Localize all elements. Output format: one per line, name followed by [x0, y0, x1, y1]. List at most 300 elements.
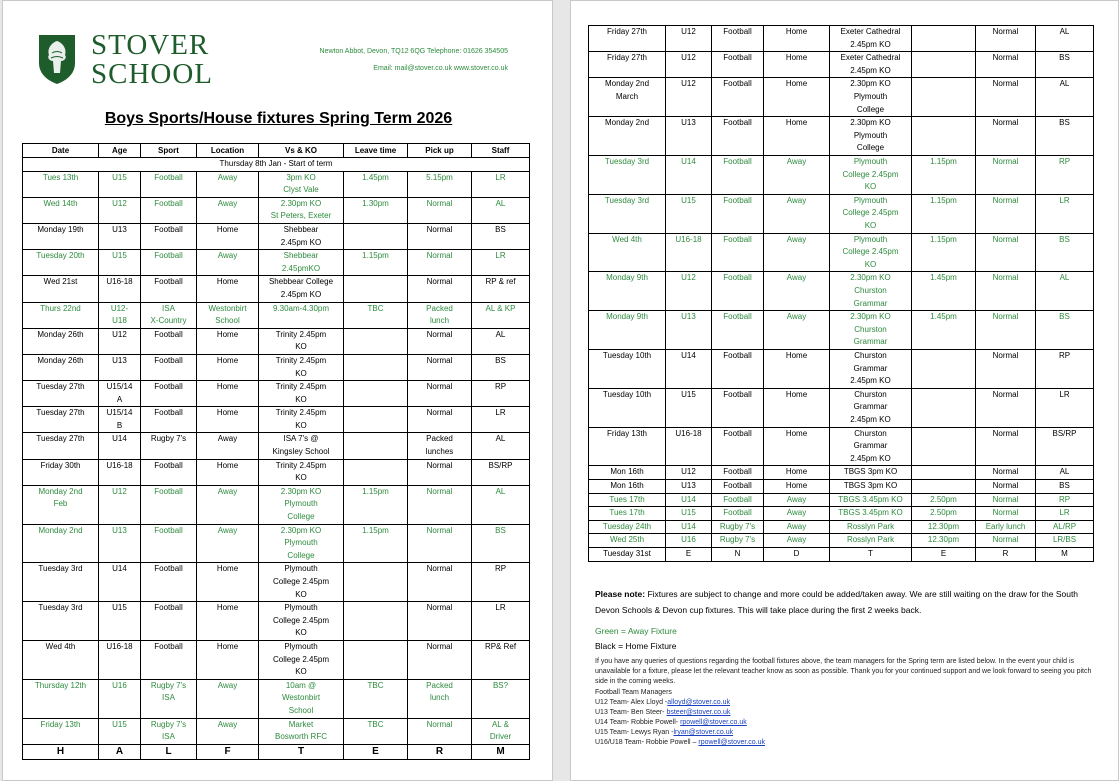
- cell-location: Away: [197, 679, 259, 718]
- cell-date: Monday 19th: [23, 223, 99, 249]
- cell-sport: Rugby 7's: [712, 534, 764, 548]
- cell-date: Mon 16th: [589, 479, 666, 493]
- cell-sport: Football: [712, 466, 764, 480]
- cell-staff: LR: [472, 171, 530, 197]
- cell-date: Tuesday 24th: [589, 520, 666, 534]
- cell-location: Away: [764, 311, 830, 350]
- cell-staff: BS: [472, 354, 530, 380]
- cell-leave-time: [344, 381, 408, 407]
- cell-leave-time: TBC: [344, 718, 408, 744]
- header-staff: Staff: [472, 144, 530, 158]
- cell-staff: AL: [1036, 466, 1094, 480]
- cell-sport: Rugby 7's ISA: [141, 679, 197, 718]
- cell-vs-ko: ISA 7's @ Kingsley School: [259, 433, 344, 459]
- manager-entry: [595, 698, 765, 708]
- cell-sport: Football: [712, 311, 764, 350]
- cell-pick-up: Normal: [976, 233, 1036, 272]
- cell-staff: RP & ref: [472, 276, 530, 302]
- cell-date: Tuesday 31st: [589, 547, 666, 561]
- cell-leave-time: 1.45pm: [912, 311, 976, 350]
- cell-date: Wed 25th: [589, 534, 666, 548]
- cell-vs-ko: Trinity 2.45pm KO: [259, 328, 344, 354]
- cell-age: U14: [99, 433, 141, 459]
- cell-sport: Football: [141, 524, 197, 563]
- cell-pick-up: Normal: [976, 466, 1036, 480]
- footer-letter: H: [23, 744, 99, 759]
- fixture-row: [23, 641, 530, 680]
- header-pick-up: Pick up: [408, 144, 472, 158]
- cell-vs-ko: 2.30pm KO Plymouth College: [830, 78, 912, 117]
- cell-pick-up: Normal: [976, 479, 1036, 493]
- cell-date: Thurs 22nd: [23, 302, 99, 328]
- cell-vs-ko: TBGS 3pm KO: [830, 466, 912, 480]
- school-crest-icon: [37, 33, 77, 85]
- cell-vs-ko: TBGS 3pm KO: [830, 479, 912, 493]
- cell-leave-time: [344, 602, 408, 641]
- cell-staff: BS/RP: [1036, 427, 1094, 466]
- cell-staff: AL/RP: [1036, 520, 1094, 534]
- cell-pick-up: 5.15pm: [408, 171, 472, 197]
- cell-pick-up: Normal: [976, 78, 1036, 117]
- address-line: Newton Abbot, Devon, TQ12 6QG Telephone: 01626 354505: [319, 48, 508, 55]
- please-note-text: Fixtures are subject to change and more could be added/taken away. We are still waiting on the draw for the South Devon Schools & Devon cup fixtures. This will take place during the first 2 weeks back.: [595, 589, 1079, 615]
- cell-pick-up: Normal: [408, 354, 472, 380]
- fixtures-body-page-1: [23, 171, 530, 744]
- cell-vs-ko: Exeter Cathedral 2.45pm KO: [830, 26, 912, 52]
- cell-vs-ko: Churston Grammar 2.45pm KO: [830, 427, 912, 466]
- fixture-row: [23, 276, 530, 302]
- manager-entry: [595, 738, 765, 748]
- fixture-row: [23, 602, 530, 641]
- footer-letter: R: [408, 744, 472, 759]
- cell-location: Home: [197, 276, 259, 302]
- fixture-row: [589, 547, 1094, 561]
- cell-pick-up: Normal: [408, 563, 472, 602]
- cell-sport: Football: [141, 563, 197, 602]
- cell-vs-ko: Plymouth College 2.45pm KO: [830, 155, 912, 194]
- cell-age: U12: [666, 78, 712, 117]
- legend-away: Green = Away Fixture: [595, 626, 677, 636]
- manager-entry: [595, 728, 765, 738]
- cell-pick-up: Normal: [976, 117, 1036, 156]
- cell-pick-up: Normal: [976, 272, 1036, 311]
- cell-pick-up: Normal: [976, 52, 1036, 78]
- cell-staff: BS: [472, 223, 530, 249]
- fixture-row: [589, 117, 1094, 156]
- cell-date: Wed 21st: [23, 276, 99, 302]
- cell-staff: AL: [472, 197, 530, 223]
- cell-age: U16-18: [99, 276, 141, 302]
- cell-date: Monday 26th: [23, 328, 99, 354]
- cell-age: U16-18: [99, 641, 141, 680]
- cell-sport: Football: [141, 602, 197, 641]
- cell-date: Tuesday 3rd: [23, 602, 99, 641]
- cell-location: Home: [197, 407, 259, 433]
- cell-leave-time: 1.15pm: [344, 524, 408, 563]
- cell-sport: Football: [712, 233, 764, 272]
- cell-sport: Football: [141, 223, 197, 249]
- cell-staff: LR: [472, 602, 530, 641]
- cell-age: U12: [666, 272, 712, 311]
- cell-vs-ko: 9.30am-4.30pm: [259, 302, 344, 328]
- cell-staff: LR/BS: [1036, 534, 1094, 548]
- fixtures-body-page-2: [589, 26, 1094, 562]
- cell-vs-ko: 2.30pm KO Plymouth College: [259, 485, 344, 524]
- fixture-row: [23, 407, 530, 433]
- fixtures-table-page-2: [588, 25, 1094, 562]
- cell-sport: Football: [141, 641, 197, 680]
- fixture-row: [589, 534, 1094, 548]
- cell-staff: RP& Ref: [472, 641, 530, 680]
- cell-age: U15/14 B: [99, 407, 141, 433]
- cell-vs-ko: Plymouth College 2.45pm KO: [259, 602, 344, 641]
- cell-location: Home: [764, 349, 830, 388]
- cell-age: U15: [99, 602, 141, 641]
- fixture-row: [589, 507, 1094, 521]
- cell-location: Home: [764, 117, 830, 156]
- cell-pick-up: Normal: [976, 388, 1036, 427]
- cell-location: Home: [197, 641, 259, 680]
- cell-leave-time: [344, 407, 408, 433]
- manager-entry: [595, 718, 765, 728]
- fixture-row: [23, 718, 530, 744]
- cell-age: U15: [99, 250, 141, 276]
- cell-sport: Football: [141, 407, 197, 433]
- header-leave-time: Leave time: [344, 144, 408, 158]
- cell-age: U16: [99, 679, 141, 718]
- cell-location: Home: [764, 388, 830, 427]
- table-header-row: [23, 144, 530, 158]
- cell-date: Tuesday 3rd: [589, 194, 666, 233]
- cell-pick-up: Normal: [976, 311, 1036, 350]
- fixture-row: [589, 466, 1094, 480]
- cell-age: U12: [99, 485, 141, 524]
- cell-date: Tues 17th: [589, 493, 666, 507]
- cell-leave-time: [344, 641, 408, 680]
- cell-vs-ko: Rosslyn Park: [830, 534, 912, 548]
- cell-sport: Rugby 7's: [712, 520, 764, 534]
- fixture-row: [23, 459, 530, 485]
- cell-date: Tuesday 20th: [23, 250, 99, 276]
- footer-letter: E: [344, 744, 408, 759]
- cell-vs-ko: Trinity 2.45pm KO: [259, 354, 344, 380]
- cell-sport: Football: [712, 349, 764, 388]
- footer-letter: M: [472, 744, 530, 759]
- cell-pick-up: Normal: [976, 507, 1036, 521]
- fixture-row: [23, 354, 530, 380]
- cell-date: Tuesday 3rd: [23, 563, 99, 602]
- fixture-row: [23, 563, 530, 602]
- cell-age: U15: [99, 171, 141, 197]
- cell-date: Monday 2nd March: [589, 78, 666, 117]
- cell-leave-time: 12.30pm: [912, 534, 976, 548]
- cell-location: Home: [197, 602, 259, 641]
- cell-pick-up: Normal: [408, 602, 472, 641]
- cell-date: Tuesday 27th: [23, 433, 99, 459]
- cell-leave-time: [912, 26, 976, 52]
- cell-staff: RP: [1036, 493, 1094, 507]
- cell-pick-up: Normal: [408, 381, 472, 407]
- cell-vs-ko: 2.30pm KO St Peters, Exeter: [259, 197, 344, 223]
- cell-vs-ko: Plymouth College 2.45pm KO: [830, 233, 912, 272]
- cell-leave-time: [344, 276, 408, 302]
- cell-staff: AL: [1036, 272, 1094, 311]
- manager-email-link[interactable]: rpowell@stover.co.uk: [680, 719, 747, 726]
- manager-label: U15 Team- Lewys Ryan -: [595, 729, 674, 736]
- footer-letter: F: [197, 744, 259, 759]
- fixture-row: [589, 194, 1094, 233]
- cell-date: Friday 30th: [23, 459, 99, 485]
- cell-vs-ko: 2.30pm KO Plymouth College: [830, 117, 912, 156]
- fixture-row: [589, 520, 1094, 534]
- email-line: Email: mail@stover.co.uk www.stover.co.uk: [373, 65, 508, 72]
- cell-location: Away: [197, 524, 259, 563]
- term-start-row: [23, 158, 530, 172]
- cell-sport: N: [712, 547, 764, 561]
- cell-sport: Football: [712, 78, 764, 117]
- cell-age: U13: [99, 524, 141, 563]
- cell-pick-up: Normal: [408, 718, 472, 744]
- cell-age: U15: [666, 507, 712, 521]
- cell-date: Tuesday 27th: [23, 407, 99, 433]
- header-age: Age: [99, 144, 141, 158]
- cell-vs-ko: 2.30pm KO Churston Grammar: [830, 311, 912, 350]
- cell-sport: Football: [712, 507, 764, 521]
- cell-staff: AL & KP: [472, 302, 530, 328]
- cell-location: Away: [764, 507, 830, 521]
- please-note-paragraph: [595, 586, 1095, 618]
- cell-location: Home: [764, 479, 830, 493]
- cell-leave-time: [912, 466, 976, 480]
- cell-leave-time: TBC: [344, 302, 408, 328]
- cell-age: U15: [666, 388, 712, 427]
- cell-location: Away: [764, 520, 830, 534]
- cell-staff: AL & Driver: [472, 718, 530, 744]
- cell-location: Away: [197, 250, 259, 276]
- cell-age: U12: [666, 26, 712, 52]
- cell-leave-time: 1.15pm: [912, 194, 976, 233]
- cell-date: Friday 27th: [589, 52, 666, 78]
- header-date: Date: [23, 144, 99, 158]
- cell-date: Tuesday 27th: [23, 381, 99, 407]
- manager-label: U13 Team- Ben Steer-: [595, 709, 667, 716]
- cell-age: U16-18: [99, 459, 141, 485]
- manager-email-link[interactable]: bsteer@stover.co.uk: [666, 709, 731, 716]
- fixture-row: [23, 679, 530, 718]
- manager-email-link[interactable]: alloyd@stover.co.uk: [667, 699, 730, 706]
- cell-staff: BS: [472, 524, 530, 563]
- cell-staff: RP: [472, 563, 530, 602]
- cell-vs-ko: Shebbear 2.45pmKO: [259, 250, 344, 276]
- term-start-text: Thursday 8th Jan - Start of term: [23, 158, 530, 172]
- cell-vs-ko: Trinity 2.45pm KO: [259, 459, 344, 485]
- cell-vs-ko: Churston Grammar 2.45pm KO: [830, 349, 912, 388]
- cell-vs-ko: Shebbear 2.45pm KO: [259, 223, 344, 249]
- managers-heading: Football Team Managers: [595, 689, 672, 696]
- cell-leave-time: E: [912, 547, 976, 561]
- cell-date: Tues 13th: [23, 171, 99, 197]
- cell-leave-time: [344, 354, 408, 380]
- document-page-1: [2, 0, 553, 781]
- cell-vs-ko: T: [830, 547, 912, 561]
- cell-date: Monday 2nd Feb: [23, 485, 99, 524]
- cell-sport: Football: [141, 459, 197, 485]
- header-vs-ko: Vs & KO: [259, 144, 344, 158]
- cell-location: Away: [197, 171, 259, 197]
- cell-location: Away: [764, 155, 830, 194]
- cell-location: Home: [197, 354, 259, 380]
- cell-vs-ko: Rosslyn Park: [830, 520, 912, 534]
- cell-date: Monday 26th: [23, 354, 99, 380]
- cell-age: E: [666, 547, 712, 561]
- cell-age: U13: [666, 311, 712, 350]
- manager-email-link[interactable]: rpowell@stover.co.uk: [698, 739, 766, 746]
- fixture-row: [589, 155, 1094, 194]
- document-page-2: [570, 0, 1119, 781]
- cell-location: Home: [764, 26, 830, 52]
- cell-pick-up: Normal: [408, 485, 472, 524]
- cell-leave-time: 2.50pm: [912, 493, 976, 507]
- cell-leave-time: [344, 433, 408, 459]
- manager-email-link[interactable]: lryan@stover.co.uk: [673, 729, 734, 736]
- cell-location: Away: [764, 194, 830, 233]
- cell-sport: Rugby 7's ISA: [141, 718, 197, 744]
- cell-location: Home: [197, 459, 259, 485]
- cell-sport: Football: [712, 493, 764, 507]
- cell-staff: AL: [472, 433, 530, 459]
- fixture-row: [589, 349, 1094, 388]
- cell-leave-time: [912, 479, 976, 493]
- cell-leave-time: 1.15pm: [344, 485, 408, 524]
- document-title: Boys Sports/House fixtures Spring Term 2026: [104, 110, 453, 127]
- cell-age: U16-18: [666, 233, 712, 272]
- cell-sport: ISA X-Country: [141, 302, 197, 328]
- cell-date: Friday 13th: [23, 718, 99, 744]
- cell-sport: Football: [141, 276, 197, 302]
- cell-date: Wed 4th: [23, 641, 99, 680]
- cell-vs-ko: 10am @ Westonbirt School: [259, 679, 344, 718]
- cell-location: Home: [197, 223, 259, 249]
- cell-pick-up: Normal: [408, 407, 472, 433]
- fixture-row: [589, 427, 1094, 466]
- footer-letter: A: [99, 744, 141, 759]
- cell-location: Away: [197, 718, 259, 744]
- fixture-row: [589, 493, 1094, 507]
- fixture-row: [23, 328, 530, 354]
- cell-location: Home: [764, 78, 830, 117]
- cell-location: Away: [764, 233, 830, 272]
- cell-pick-up: Normal: [408, 641, 472, 680]
- cell-leave-time: [912, 52, 976, 78]
- cell-vs-ko: 2.30pm KO Plymouth College: [259, 524, 344, 563]
- cell-location: Home: [197, 381, 259, 407]
- cell-pick-up: Normal: [976, 194, 1036, 233]
- cell-pick-up: Normal: [976, 349, 1036, 388]
- cell-age: U14: [99, 563, 141, 602]
- cell-leave-time: [344, 563, 408, 602]
- cell-date: Monday 2nd: [23, 524, 99, 563]
- cell-staff: LR: [1036, 194, 1094, 233]
- fixture-row: [23, 197, 530, 223]
- cell-sport: Football: [712, 479, 764, 493]
- manager-entry: [595, 708, 765, 718]
- cell-staff: AL: [1036, 78, 1094, 117]
- cell-staff: BS: [1036, 311, 1094, 350]
- cell-location: Away: [197, 433, 259, 459]
- fixture-row: [23, 250, 530, 276]
- cell-vs-ko: TBGS 3.45pm KO: [830, 507, 912, 521]
- cell-location: Home: [764, 52, 830, 78]
- cell-age: U16: [666, 534, 712, 548]
- school-logo: [37, 31, 217, 93]
- legend-home: Black = Home Fixture: [595, 641, 677, 651]
- school-name-line1: STOVER: [91, 29, 210, 61]
- cell-date: Thursday 12th: [23, 679, 99, 718]
- cell-vs-ko: 3pm KO Clyst Vale: [259, 171, 344, 197]
- cell-pick-up: Normal: [976, 534, 1036, 548]
- cell-vs-ko: Trinity 2.45pm KO: [259, 381, 344, 407]
- cell-age: U16-18: [666, 427, 712, 466]
- cell-leave-time: [912, 388, 976, 427]
- cell-location: Home: [197, 328, 259, 354]
- cell-date: Monday 9th: [589, 311, 666, 350]
- cell-date: Friday 27th: [589, 26, 666, 52]
- cell-leave-time: 12.30pm: [912, 520, 976, 534]
- cell-pick-up: Normal: [408, 459, 472, 485]
- fixture-row: [23, 524, 530, 563]
- cell-leave-time: [912, 78, 976, 117]
- cell-leave-time: [912, 117, 976, 156]
- cell-vs-ko: Shebbear College 2.45pm KO: [259, 276, 344, 302]
- cell-pick-up: Normal: [408, 276, 472, 302]
- cell-leave-time: 1.15pm: [344, 250, 408, 276]
- cell-pick-up: Normal: [408, 524, 472, 563]
- cell-age: U13: [99, 354, 141, 380]
- fixture-row: [589, 26, 1094, 52]
- cell-date: Tuesday 3rd: [589, 155, 666, 194]
- cell-date: Friday 13th: [589, 427, 666, 466]
- cell-vs-ko: Plymouth College 2.45pm KO: [830, 194, 912, 233]
- cell-vs-ko: 2.30pm KO Churston Grammar: [830, 272, 912, 311]
- cell-leave-time: [344, 223, 408, 249]
- cell-date: Tuesday 10th: [589, 388, 666, 427]
- fixture-row: [23, 223, 530, 249]
- cell-age: U12: [666, 52, 712, 78]
- footer-letters-row: [23, 744, 530, 759]
- cell-leave-time: [912, 427, 976, 466]
- please-note-label: Please note:: [595, 589, 646, 599]
- cell-staff: BS: [1036, 52, 1094, 78]
- cell-staff: RP: [472, 381, 530, 407]
- cell-pick-up: R: [976, 547, 1036, 561]
- cell-staff: BS/RP: [472, 459, 530, 485]
- cell-staff: BS?: [472, 679, 530, 718]
- cell-staff: LR: [1036, 388, 1094, 427]
- fixture-row: [589, 233, 1094, 272]
- cell-pick-up: Normal: [408, 250, 472, 276]
- cell-age: U14: [666, 155, 712, 194]
- cell-pick-up: Normal: [976, 155, 1036, 194]
- cell-sport: Football: [141, 250, 197, 276]
- cell-leave-time: 1.45pm: [912, 272, 976, 311]
- cell-pick-up: Early lunch: [976, 520, 1036, 534]
- cell-age: U13: [666, 117, 712, 156]
- cell-sport: Football: [141, 485, 197, 524]
- cell-staff: BS: [1036, 233, 1094, 272]
- cell-staff: AL: [1036, 26, 1094, 52]
- fixtures-table-page-1: [22, 143, 530, 760]
- cell-pick-up: Normal: [976, 26, 1036, 52]
